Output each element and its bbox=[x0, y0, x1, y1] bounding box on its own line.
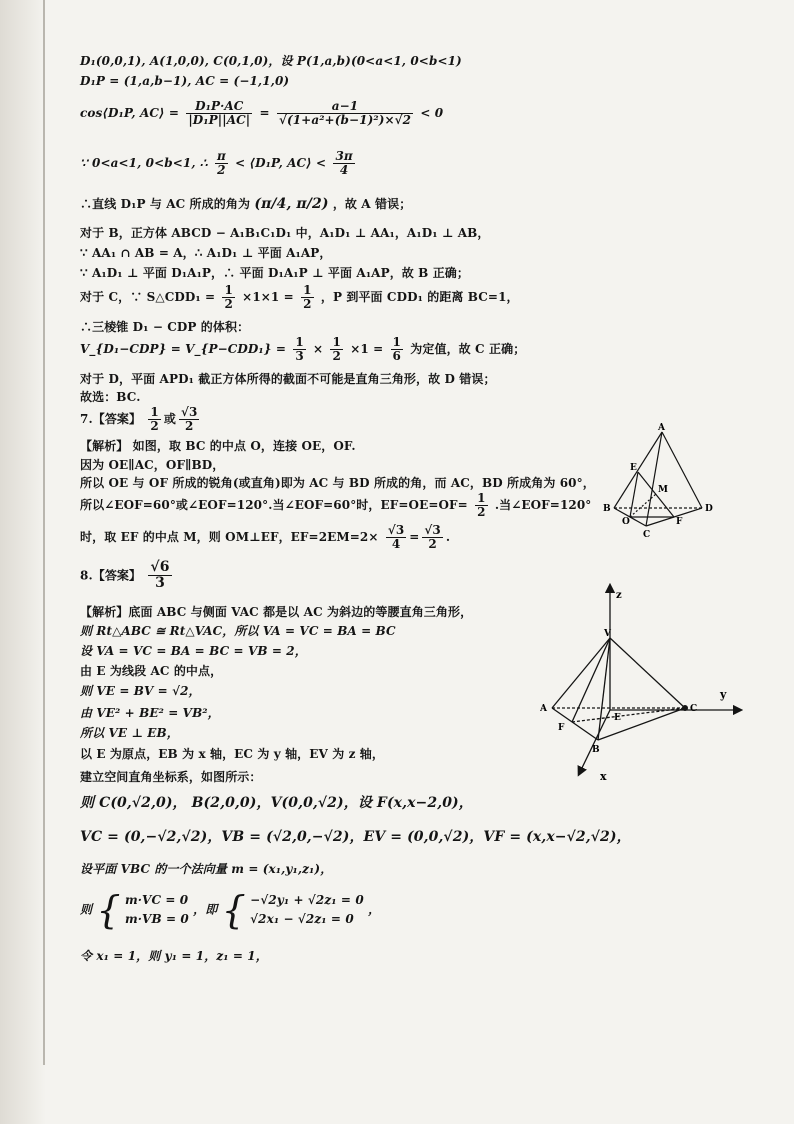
text: . bbox=[445, 530, 451, 545]
eq: m·VC = 0 bbox=[124, 892, 189, 907]
frac bbox=[386, 524, 406, 551]
scan-shadow bbox=[0, 0, 46, 1124]
figure-coordinate-pyramid bbox=[540, 580, 750, 790]
edge-AB bbox=[614, 432, 662, 508]
q8-l5: 则 VE = BV = √2， bbox=[80, 684, 201, 698]
text: V_{D₁−CDP} = V_{P−CDD₁} = bbox=[80, 342, 287, 357]
edge-VC bbox=[610, 638, 685, 708]
frac-den: 4 bbox=[339, 163, 349, 178]
q8-l2: 则 Rt△ABC ≅ Rt△VAC，所以 VA = VC = BA = BC bbox=[80, 624, 396, 638]
label-y: y bbox=[720, 688, 727, 701]
frac-num: √3 bbox=[387, 523, 405, 537]
text: × bbox=[313, 342, 324, 357]
line-c2: ∴三棱锥 D₁ − CDP 的体积： bbox=[80, 320, 250, 334]
frac-den: 2 bbox=[477, 505, 486, 520]
frac-num: 1 bbox=[477, 491, 486, 505]
q8-answer bbox=[80, 560, 175, 592]
line-b3: ∵ A₁D₁ ⊥ 平面 D₁A₁P，∴ 平面 D₁A₁P ⊥ 平面 A₁AP，故 B 正确； bbox=[80, 266, 470, 280]
frac-den: √(1+a²+(b−1)²)×√2 bbox=[278, 113, 412, 128]
label-x: x bbox=[600, 770, 607, 783]
q8-l12: 设平面 VBC 的一个法向量 m = (x₁,y₁,z₁)， bbox=[80, 862, 333, 876]
frac-den: 2 bbox=[428, 537, 437, 552]
edge-AC bbox=[646, 432, 662, 526]
frac bbox=[391, 336, 403, 363]
label-B: B bbox=[592, 745, 600, 755]
edge-VA bbox=[552, 638, 610, 708]
eq: √2x₁ − √2z₁ = 0 bbox=[250, 912, 354, 926]
q7-answer bbox=[80, 406, 202, 433]
frac-den: 2 bbox=[303, 297, 312, 312]
q8-l7: 所以 VE ⊥ EB， bbox=[80, 726, 179, 740]
frac-den: 2 bbox=[224, 297, 233, 312]
frac-den: 6 bbox=[392, 349, 401, 364]
frac-den: 2 bbox=[184, 419, 194, 434]
frac bbox=[475, 492, 487, 519]
label-F: F bbox=[558, 723, 565, 733]
frac-den: 2 bbox=[150, 419, 159, 434]
cos-frac-2 bbox=[277, 100, 413, 127]
scan-fold-line bbox=[43, 0, 45, 1065]
text: 或 bbox=[163, 412, 176, 427]
line-coordinates: D₁(0,0,1), A(1,0,0), C(0,1,0)，设 P(1,a,b)(0<a<1, 0<b<1) bbox=[80, 54, 462, 68]
q8-l14: 令 x₁ = 1，则 y₁ = 1，z₁ = 1， bbox=[80, 949, 268, 963]
text: ，即 bbox=[193, 902, 218, 917]
answer-label: 7.【答案】 bbox=[80, 412, 142, 427]
q8-l9: 建立空间直角坐标系，如图所示： bbox=[80, 770, 262, 784]
label-V: V bbox=[604, 629, 611, 639]
line-d1: 对于 D，平面 APD₁ 截正方体所得的截面不可能是直角三角形，故 D 错误； bbox=[80, 372, 496, 386]
label-D: D bbox=[705, 504, 713, 514]
frac-num: 1 bbox=[295, 335, 304, 349]
frac-num: 1 bbox=[224, 283, 233, 297]
text: < ⟨D₁P, AC⟩ < bbox=[235, 156, 327, 171]
segment-EF bbox=[638, 472, 674, 517]
frac-3pi-4 bbox=[333, 150, 354, 177]
frac-num: 1 bbox=[392, 335, 401, 349]
q7-l5 bbox=[80, 524, 450, 551]
q8-l3: 设 VA = VC = BA = BC = VB = 2， bbox=[80, 644, 307, 658]
line-c3 bbox=[80, 336, 525, 363]
frac-num: 3π bbox=[335, 149, 353, 163]
frac bbox=[301, 284, 313, 311]
answer-label: 8.【答案】 bbox=[80, 568, 142, 583]
frac bbox=[148, 560, 171, 592]
q8-l11: VC = (0,−√2,√2)，VB = (√2,0,−√2)，EV = (0,0,√2)，VF = (x,x−√2,√2)， bbox=[80, 829, 631, 845]
frac bbox=[148, 406, 160, 433]
text: 则 bbox=[80, 902, 93, 917]
figure-tetrahedron bbox=[600, 420, 730, 545]
line-angle-range bbox=[80, 150, 358, 177]
system-2 bbox=[250, 891, 364, 929]
frac bbox=[330, 336, 342, 363]
label-z: z bbox=[616, 590, 622, 601]
frac-den: 3 bbox=[295, 349, 304, 364]
text: = bbox=[409, 530, 420, 545]
q8-l8: 以 E 为原点，EB 为 x 轴，EC 为 y 轴，EV 为 z 轴， bbox=[80, 747, 384, 761]
label-B: B bbox=[603, 504, 611, 514]
text: ×1×1 = bbox=[242, 290, 294, 305]
point-C bbox=[682, 705, 688, 711]
frac-num: 1 bbox=[332, 335, 341, 349]
eq: −√2y₁ + √2z₁ = 0 bbox=[250, 892, 364, 907]
frac-den: 4 bbox=[391, 537, 401, 552]
q7-l3: 所以 OE 与 OF 所成的锐角(或直角)即为 AC 与 BD 所成的角，而 AC，BD 所成角为 60°， bbox=[80, 476, 595, 490]
q8-l10: 则 C(0,√2,0)， B(2,0,0)，V(0,0,√2)，设 F(x,x−2,0)， bbox=[80, 795, 473, 811]
frac-den: 2 bbox=[332, 349, 341, 364]
label-A: A bbox=[658, 423, 665, 433]
line-conclusion-a bbox=[80, 195, 411, 212]
text: 所以∠EOF=60°或∠EOF=120°.当∠EOF=60°时，EF=OE=OF= bbox=[80, 498, 468, 513]
line-c1 bbox=[80, 284, 519, 311]
q7-l4 bbox=[80, 492, 591, 519]
line-cos: cos⟨D₁P, AC⟩ = $\frac{\text{D₁P·AC}}{\text{|D₁P||AC|}}$ = $\frac{a-1}{\text{√(1+a²+(b−1)²)×√2}}$ < 0 bbox=[80, 99, 444, 128]
text: 时，取 EF 的中点 M，则 OM⊥EF，EF=2EM=2× bbox=[80, 530, 379, 545]
text: ，P 到平面 CDD₁ 的距离 BC=1， bbox=[320, 290, 519, 305]
inequality: < 0 bbox=[420, 106, 444, 121]
line-vectors: D₁P = (1,a,b−1), AC = (−1,1,0) bbox=[80, 74, 290, 88]
frac-den: 2 bbox=[217, 163, 226, 178]
text: ∵ 0<a<1, 0<b<1, ∴ bbox=[80, 156, 208, 171]
text: ×1 = bbox=[350, 342, 384, 357]
q7-l1: 【解析】 如图，取 BC 的中点 O，连接 OE，OF. bbox=[80, 439, 356, 453]
text: 为定值，故 C 正确； bbox=[410, 342, 526, 357]
q7-l2: 因为 OE∥AC，OF∥BD， bbox=[80, 458, 225, 472]
text: 对于 C，∵ S△CDD₁ = bbox=[80, 290, 216, 305]
frac-num: 1 bbox=[150, 405, 159, 419]
frac bbox=[222, 284, 234, 311]
label-A: A bbox=[540, 704, 547, 714]
frac-num: √6 bbox=[150, 559, 170, 575]
line-b2: ∵ AA₁ ∩ AB = A，∴ A₁D₁ ⊥ 平面 A₁AP， bbox=[80, 246, 332, 260]
frac-num: √3 bbox=[180, 405, 198, 419]
label-O: O bbox=[622, 517, 630, 527]
label-C: C bbox=[643, 530, 651, 540]
system-1 bbox=[125, 891, 189, 929]
edge-AD bbox=[662, 432, 702, 508]
frac bbox=[422, 524, 442, 551]
line-b1: 对于 B，正方体 ABCD − A₁B₁C₁D₁ 中，A₁D₁ ⊥ AA₁，A₁D₁ ⊥ AB， bbox=[80, 226, 490, 240]
frac bbox=[179, 406, 199, 433]
frac-num: a−1 bbox=[277, 100, 413, 114]
frac bbox=[293, 336, 305, 363]
cos-frac-1 bbox=[186, 100, 252, 127]
label-E: E bbox=[614, 713, 621, 723]
frac-num: 1 bbox=[303, 283, 312, 297]
axis-x bbox=[580, 710, 610, 772]
label-E: E bbox=[630, 463, 637, 473]
frac-den: |D₁P||AC| bbox=[188, 113, 251, 128]
q8-l1: 【解析】底面 ABC 与侧面 VAC 都是以 AC 为斜边的等腰直角三角形， bbox=[80, 605, 473, 619]
line-answer: 故选：BC. bbox=[80, 390, 141, 404]
frac-num: D₁P·AC bbox=[186, 100, 252, 114]
text: .当∠EOF=120° bbox=[494, 498, 592, 513]
q8-l4: 由 E 为线段 AC 的中点， bbox=[80, 664, 223, 678]
text: ∴直线 D₁P 与 AC 所成的角为 bbox=[80, 197, 251, 211]
text: ，故 A 错误； bbox=[332, 197, 412, 211]
label-C: C bbox=[690, 704, 698, 714]
eq: m·VB = 0 bbox=[124, 912, 189, 926]
q8-l6: 由 VE² + BE² = VB²， bbox=[80, 706, 220, 720]
edge-VF bbox=[572, 638, 610, 722]
q8-system: 则 { m·VC = 0 m·VB = 0 ，即 { −√2y₁ + √2z₁ = 0 √2x₁ − √2z₁ = 0 ， bbox=[80, 888, 381, 932]
text: ， bbox=[368, 902, 381, 917]
edge-VB bbox=[598, 638, 610, 740]
label-M: M bbox=[658, 485, 668, 495]
interval: (π/4, π/2) bbox=[254, 196, 329, 212]
frac-den: 3 bbox=[155, 575, 165, 592]
frac-num: √3 bbox=[424, 523, 441, 537]
frac-num: π bbox=[216, 149, 226, 163]
label-F: F bbox=[676, 517, 683, 527]
frac-pi-2 bbox=[215, 150, 228, 177]
cos-label: cos⟨D₁P, AC⟩ = bbox=[80, 106, 180, 121]
